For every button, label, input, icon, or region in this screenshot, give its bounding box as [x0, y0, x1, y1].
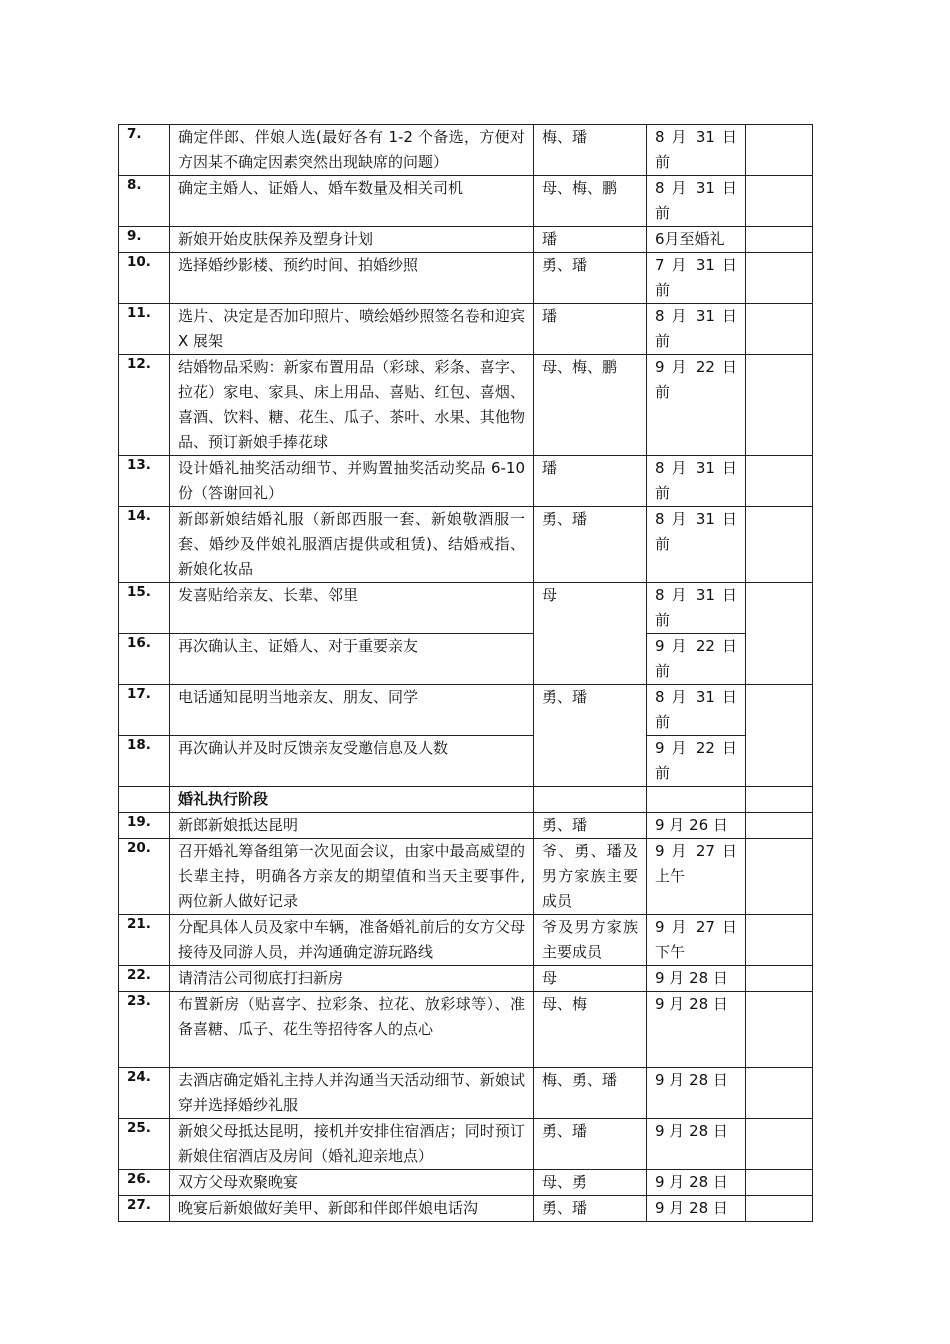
owner-cell: 梅、勇、璠 — [534, 1068, 647, 1119]
owner-cell: 璠 — [534, 227, 647, 253]
table-row — [119, 966, 813, 992]
note-cell — [746, 1119, 813, 1170]
row-number: 27. — [119, 1196, 170, 1222]
note-cell — [746, 685, 813, 787]
table-row — [119, 813, 813, 839]
note-cell — [746, 253, 813, 304]
date-cell: 9 月 28 日 — [647, 1119, 746, 1170]
owner-cell: 勇、璠 — [534, 507, 647, 583]
row-number: 20. — [119, 839, 170, 915]
row-number: 7. — [119, 125, 170, 176]
task-cell: 选择婚纱影楼、预约时间、拍婚纱照 — [170, 253, 534, 304]
task-cell: 新娘开始皮肤保养及塑身计划 — [170, 227, 534, 253]
date-cell: 9 月 28 日 — [647, 966, 746, 992]
row-number — [119, 787, 170, 813]
row-number: 18. — [119, 736, 170, 787]
table-row — [119, 227, 813, 253]
task-cell: 结婚物品采购：新家布置用品（彩球、彩条、喜字、拉花）家电、家具、床上用品、喜贴、红包、喜烟、喜酒、饮料、糖、花生、瓜子、茶叶、水果、其他物品、预订新娘手捧花球 — [170, 355, 534, 456]
row-number: 9. — [119, 227, 170, 253]
row-number: 25. — [119, 1119, 170, 1170]
owner-cell: 母、勇 — [534, 1170, 647, 1196]
owner-cell: 勇、璠 — [534, 253, 647, 304]
date-cell: 9 月 28 日 — [647, 1196, 746, 1222]
note-cell — [746, 1170, 813, 1196]
note-cell — [746, 227, 813, 253]
owner-cell: 勇、璠 — [534, 1196, 647, 1222]
table-row — [119, 176, 813, 227]
task-cell: 新娘父母抵达昆明，接机并安排住宿酒店；同时预订新娘住宿酒店及房间（婚礼迎亲地点） — [170, 1119, 534, 1170]
task-cell: 请清洁公司彻底打扫新房 — [170, 966, 534, 992]
note-cell — [746, 787, 813, 813]
wedding-schedule-table — [118, 124, 813, 1222]
owner-cell: 勇、璠 — [534, 1119, 647, 1170]
row-number: 16. — [119, 634, 170, 685]
owner-cell: 勇、璠 — [534, 813, 647, 839]
note-cell — [746, 966, 813, 992]
row-number: 21. — [119, 915, 170, 966]
schedule-table-page — [118, 124, 812, 1222]
owner-cell: 母、梅、鹏 — [534, 355, 647, 456]
owner-cell: 母、梅 — [534, 992, 647, 1068]
owner-cell: 爷及男方家族主要成员 — [534, 915, 647, 966]
table-row — [119, 1170, 813, 1196]
row-number: 13. — [119, 456, 170, 507]
task-cell: 新郎新娘抵达昆明 — [170, 813, 534, 839]
note-cell — [746, 813, 813, 839]
task-cell: 布置新房（贴喜字、拉彩条、拉花、放彩球等）、准备喜糖、瓜子、花生等招待客人的点心 — [170, 992, 534, 1068]
note-cell — [746, 507, 813, 583]
owner-cell: 母 — [534, 583, 647, 685]
note-cell — [746, 456, 813, 507]
task-cell: 分配具体人员及家中车辆，准备婚礼前后的女方父母接待及同游人员，并沟通确定游玩路线 — [170, 915, 534, 966]
task-cell: 召开婚礼筹备组第一次见面会议，由家中最高威望的长辈主持，明确各方亲友的期望值和当天主要事件,两位新人做好记录 — [170, 839, 534, 915]
row-number: 12. — [119, 355, 170, 456]
date-cell: 9 月 22 日前 — [647, 736, 746, 787]
table-row — [119, 992, 813, 1068]
task-cell: 确定伴郎、伴娘人选(最好各有 1-2 个备选，方便对方因某不确定因素突然出现缺席的问题） — [170, 125, 534, 176]
row-number: 19. — [119, 813, 170, 839]
note-cell — [746, 1196, 813, 1222]
owner-cell: 爷、勇、璠及男方家族主要成员 — [534, 839, 647, 915]
date-cell: 9 月 27 日上午 — [647, 839, 746, 915]
date-cell: 9 月 26 日 — [647, 813, 746, 839]
task-cell: 新郎新娘结婚礼服（新郎西服一套、新娘敬酒服一套、婚纱及伴娘礼服酒店提供或租赁)、结婚戒指、新娘化妆品 — [170, 507, 534, 583]
table-row — [119, 253, 813, 304]
row-number: 26. — [119, 1170, 170, 1196]
date-cell: 8 月 31 日前 — [647, 507, 746, 583]
owner-cell: 勇、璠 — [534, 685, 647, 787]
owner-cell: 梅、璠 — [534, 125, 647, 176]
task-cell: 确定主婚人、证婚人、婚车数量及相关司机 — [170, 176, 534, 227]
owner-cell: 璠 — [534, 456, 647, 507]
date-cell: 9 月 27 日下午 — [647, 915, 746, 966]
owner-cell: 母、梅、鹏 — [534, 176, 647, 227]
owner-cell: 母 — [534, 966, 647, 992]
date-cell: 7 月 31 日前 — [647, 253, 746, 304]
note-cell — [746, 176, 813, 227]
task-cell: 晚宴后新娘做好美甲、新郎和伴郎伴娘电话沟 — [170, 1196, 534, 1222]
note-cell — [746, 992, 813, 1068]
row-number: 15. — [119, 583, 170, 634]
table-row — [119, 583, 813, 634]
task-cell: 双方父母欢聚晚宴 — [170, 1170, 534, 1196]
table-row — [119, 304, 813, 355]
date-cell: 9 月 28 日 — [647, 992, 746, 1068]
task-cell: 电话通知昆明当地亲友、朋友、同学 — [170, 685, 534, 736]
task-cell: 发喜贴给亲友、长辈、邻里 — [170, 583, 534, 634]
note-cell — [746, 355, 813, 456]
date-cell: 8 月 31 日前 — [647, 304, 746, 355]
section-row — [119, 787, 813, 813]
task-cell: 再次确认并及时反馈亲友受邀信息及人数 — [170, 736, 534, 787]
date-cell: 8 月 31 日前 — [647, 583, 746, 634]
note-cell — [746, 125, 813, 176]
table-row — [119, 1196, 813, 1222]
table-row — [119, 839, 813, 915]
date-cell: 9 月 22 日前 — [647, 355, 746, 456]
row-number: 22. — [119, 966, 170, 992]
table-row — [119, 685, 813, 736]
table-row — [119, 634, 813, 685]
date-cell: 8 月 31 日前 — [647, 176, 746, 227]
table-row — [119, 125, 813, 176]
note-cell — [746, 839, 813, 915]
note-cell — [746, 304, 813, 355]
task-cell: 设计婚礼抽奖活动细节、并购置抽奖活动奖品 6-10 份（答谢回礼） — [170, 456, 534, 507]
table-row — [119, 1068, 813, 1119]
owner-cell: 璠 — [534, 304, 647, 355]
date-cell: 8 月 31 日前 — [647, 456, 746, 507]
date-cell: 9 月 22 日前 — [647, 634, 746, 685]
row-number: 24. — [119, 1068, 170, 1119]
table-row — [119, 507, 813, 583]
table-row — [119, 915, 813, 966]
note-cell — [746, 915, 813, 966]
table-row — [119, 736, 813, 787]
date-cell — [647, 787, 746, 813]
section-heading: 婚礼执行阶段 — [170, 787, 534, 813]
row-number: 8. — [119, 176, 170, 227]
owner-cell — [534, 787, 647, 813]
row-number: 11. — [119, 304, 170, 355]
table-row — [119, 456, 813, 507]
table-row — [119, 355, 813, 456]
date-cell: 9 月 28 日 — [647, 1170, 746, 1196]
row-number: 17. — [119, 685, 170, 736]
note-cell — [746, 1068, 813, 1119]
task-cell: 再次确认主、证婚人、对于重要亲友 — [170, 634, 534, 685]
date-cell: 6月至婚礼 — [647, 227, 746, 253]
date-cell: 8 月 31 日前 — [647, 125, 746, 176]
date-cell: 8 月 31 日前 — [647, 685, 746, 736]
note-cell — [746, 583, 813, 685]
row-number: 10. — [119, 253, 170, 304]
row-number: 23. — [119, 992, 170, 1068]
task-cell: 去酒店确定婚礼主持人并沟通当天活动细节、新娘试穿并选择婚纱礼服 — [170, 1068, 534, 1119]
table-row — [119, 1119, 813, 1170]
task-cell: 选片、决定是否加印照片、喷绘婚纱照签名卷和迎宾 X 展架 — [170, 304, 534, 355]
date-cell: 9 月 28 日 — [647, 1068, 746, 1119]
row-number: 14. — [119, 507, 170, 583]
